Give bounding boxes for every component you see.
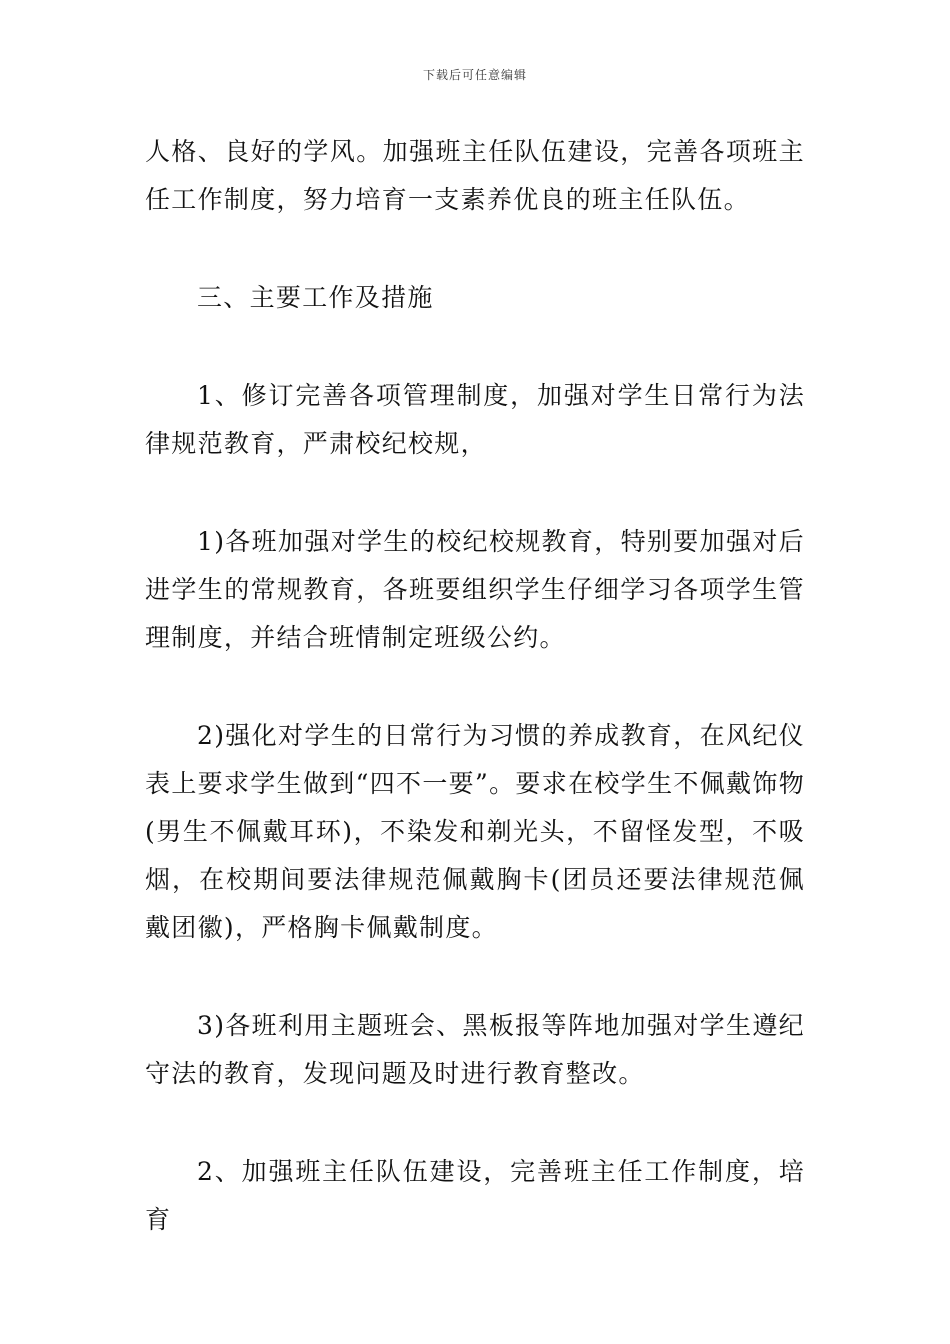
paragraph-item-1: 1、修订完善各项管理制度，加强对学生日常行为法律规范教育，严肃校纪校规，: [145, 381, 805, 458]
paragraph-item-2: 2、加强班主任队伍建设，完善班主任工作制度，培育: [145, 1157, 805, 1234]
document-body: [145, 128, 805, 1244]
section-heading-main-work: 三、主要工作及措施: [197, 283, 434, 312]
page-header: 下载后可任意编辑: [422, 68, 527, 82]
paragraph-continuation: 人格、良好的学风。加强班主任队伍建设，完善各项班主任工作制度，努力培育一支素养优良的班主任队伍。: [145, 137, 805, 214]
paragraph-subitem-2: 2)强化对学生的日常行为习惯的养成教育，在风纪仪表上要求学生做到“四不一要”。要求在校学生不佩戴饰物(男生不佩戴耳环)，不染发和剃光头，不留怪发型，不吸烟，在校期间要法律规范佩戴胸卡(团员还要法律规范佩戴团徽)，严格胸卡佩戴制度。: [145, 721, 805, 942]
paragraph-subitem-3: 3)各班利用主题班会、黑板报等阵地加强对学生遵纪守法的教育，发现问题及时进行教育整改。: [145, 1011, 805, 1088]
paragraph-subitem-1: 1)各班加强对学生的校纪校规教育，特别要加强对后进学生的常规教育，各班要组织学生仔细学习各项学生管理制度，并结合班情制定班级公约。: [145, 527, 805, 652]
